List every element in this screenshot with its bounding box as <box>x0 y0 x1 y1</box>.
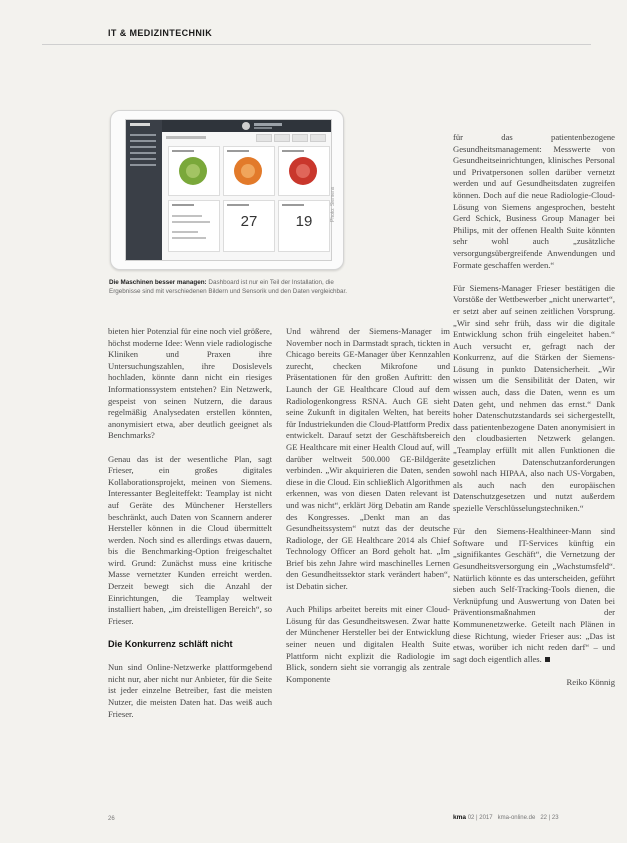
paragraph: Für Siemens-Manager Frieser bestätigen die Vorstöße der Wettbewerber „nicht unerwartet“, er setzt aber auf seinen zeitlichen Vorsprung. „Wir sind sehr früh, dass wir die digitale Entwicklung schon früh eingeleitet haben.“ Auch versucht er, gefragt nach der Konkurrenz, auf die Stärken der Siemens-Lösung in punkto Datensicherheit. „Wir wissen um die Sensibilität der Daten, wir wissen auch, dass die Daten, wenn es um Daten geht, und nehmen das ernst.“ Dank hoher Datenschutzstandards sei sichergestellt, dass patientenbezogene Daten anonymisiert in den cloudbasierten Netzwerk gelangen. „Teamplay erfüllt mit allen Funktionen die gesetzlichen Datenschutzanforderungen sowohl nach HIPAA, also nach US-Vorgaben, als auch nach den europäischen Datenschutzgesetzen und nutzt außerdem spezielle Verschlüsselungstechniken.“ <box>453 282 615 513</box>
caption-body: Dashboard ist nur ein Teil der Installation, die Ergebnisse sind mit verschiedenen Bildern und Sensorik und den Daten vergleichbar. <box>109 279 348 295</box>
header-rule <box>42 44 591 45</box>
dashboard-card <box>223 146 275 196</box>
toolbar-button <box>310 134 326 142</box>
author: Reiko Könnig <box>566 676 615 687</box>
paragraph-text: Für den Siemens-Healthineer-Mann sind Software und IT-Services künftig ein „signifikantes Geschäft“, die Vernetzung der Gesundheitsversorgung ein „Wachstumsfeld“. Natürlich könnte es das unterscheiden, geführt sieben auch Self-Tracking-Tools dienen, die Verknüpfung und Auswertung von Daten bei Präventionsmaßnahmen der Kommunenetzwerke. Geteilt nach Plänen in diese Richtung, wieder Frieser aus: „Das ist etwas, worüber ich nicht reden darf“ – und sagt doch eigentlich alles. <box>453 526 615 664</box>
card-label <box>227 150 249 152</box>
end-mark-icon <box>545 657 550 662</box>
figure-caption <box>109 279 349 296</box>
sidebar-item <box>130 146 156 148</box>
paragraph: für das patientenbezogene Gesundheitsmanagement: Messwerte von Gesundheitseinrichtungen, klinisches Personal und Privatpersonen sollen darüber vernetzt werden und auf Gesundheitsdaten zugreifen können. Doch auf die neue Radiologie-Cloud-Lösung von Siemens angesprochen, besteht Gerd Schick, Business Group Manager bei Philips, mit der offenen Health Suite könnten sehr wohl auch „zusätzliche versorgungsübergreifende Anwendungen und Formate geschaffen werden.“ <box>453 132 615 270</box>
card-text-line <box>172 237 206 239</box>
subheading: Die Konkurrenz schläft nicht <box>108 639 233 650</box>
page-range: 22 | 23 <box>540 815 559 821</box>
card-text-line <box>172 215 202 217</box>
sidebar-item <box>130 152 156 154</box>
dashboard-card <box>168 200 220 252</box>
paragraph: Nun sind Online-Netzwerke plattformgebend nicht nur, aber nicht nur Anbieter, für die Seite ist jeder einzelne Betreiber, fast die meisten Nutzer, die meisten Daten hat. Das weiß auch Frieser. <box>108 662 272 719</box>
paragraph: Und während der Siemens-Manager im November noch in Darmstadt sprach, tickten in Chicago bereits GE-Manager über Kennzahlen zurecht, checken Mikrofone und Präsentationen für den großen Auftritt: den Launch der GE Healthcare Cloud auf dem Radiologenkongress RSNA. Auch GE sieht seine Zukunft in digitalen Welten, hat bereits für Industriekunden die Cloud-Plattform Predix entwickelt. Darauf setzt der Geschäftsbereich GE Healthcare mit einer Health Cloud auf, will darüber weltweit 500.000 GE-Bildgeräte verbinden. „Wir akquirieren die Daten, senden diese in die Cloud. Ein schließlich Algorithmen erkennen, was von diesen Daten relevant ist und was nicht“, erklärt Jörg Debatin am Rande des Kongresses. „Denkt man an das Gesundheitssystem“ nutzt das der deutsche Radiologe, der GE Healthcare 2014 als Chief Technology Officer an Bord geholt hat. „Im Brief bis zehn Jahre wird maschinelles Lernen den Gesundheitssektor stark verändert haben“, ist Debatin sicher. <box>286 326 450 592</box>
paragraph: Auch Philips arbeitet bereits mit einer Cloud-Lösung für das Gesundheitswesen. Zwar hatte der Münchener Hersteller bei der Entwicklung seiner neuen und digitalen Health Suite Plattform nicht explizit die Radiologie im Blick, sondern sieht sie vorrangig als zentrale Komponente <box>286 604 450 684</box>
card-label <box>282 204 304 206</box>
card-value: 19 <box>295 213 313 230</box>
user-role-line <box>254 127 272 129</box>
section-title: IT & MEDIZINTECHNIK <box>108 28 213 38</box>
page-number: 26 <box>108 816 115 822</box>
red-donut-chart <box>289 157 317 185</box>
tablet-photo <box>110 110 344 270</box>
dashboard-card <box>278 146 330 196</box>
caption-lead: Die Maschinen besser managen: <box>109 279 207 286</box>
text-column-2 <box>286 326 450 697</box>
text-column-1 <box>108 326 272 732</box>
toolbar-button <box>256 134 272 142</box>
toolbar-button <box>292 134 308 142</box>
dashboard-card <box>168 146 220 196</box>
sidebar-item <box>130 164 156 166</box>
user-name-line <box>254 123 282 126</box>
sidebar-item <box>130 140 156 142</box>
orange-donut-chart <box>234 157 262 185</box>
card-label <box>227 204 249 206</box>
paragraph: Genau das ist der wesentliche Plan, sagt Frieser, ein großes digitales Kollaborationsprojekt, meinen von Siemens. Interessanter Begleiteffekt: Teamplay ist nicht auf Geräte des Münchener Herstellers beschränkt, auch Daten von Scannern anderer Hersteller können in die Cloud übermittelt werden. Noch sind es allerdings etwas dauern, bis die Benchmarking-Option freigeschaltet wird. Grund: Zunächst muss eine kritische Masse vernetzter Kunden erreicht werden. Derzeit bewegt sich die Anzahl der Einrichtungen, die Teamplay weltweit installiert haben, „im dreistelligen Bereich“, so Frieser. <box>108 453 272 626</box>
card-text-line <box>172 231 198 233</box>
card-text-line <box>172 221 210 223</box>
app-logo <box>130 123 150 126</box>
green-donut-chart <box>179 157 207 185</box>
card-label <box>282 150 304 152</box>
card-label <box>172 204 194 206</box>
paragraph <box>453 526 615 665</box>
website: kma-online.de <box>497 815 536 821</box>
sidebar-item <box>130 134 156 136</box>
app-sidebar <box>126 120 162 260</box>
toolbar-title <box>166 136 206 139</box>
magazine-name: kma <box>453 814 467 821</box>
dashboard-card <box>223 200 275 252</box>
app-topbar <box>162 120 331 132</box>
sidebar-item <box>130 158 156 160</box>
text-column-3 <box>453 132 615 700</box>
paragraph: bieten hier Potenzial für eine noch viel größere, höchst moderne Idee: Wenn viele radiologische Kliniken und Praxen ihre Untersuchungszahlen, ihre Dosislevels hochladen, könnte dann nicht ein riesiges Informationssystem entstehen? Ein Netzwerk, gespeist von seinen Nutzern, die daraus regelmäßig Analysedaten erstellen könnten, anonymisiert etwa, aber deutlich geeignet als Benchmarks? <box>108 326 272 441</box>
card-label <box>172 150 194 152</box>
photo-credit: Photo: Siemens <box>330 186 336 222</box>
dashboard-screen <box>125 119 332 261</box>
avatar <box>242 122 250 130</box>
toolbar-button <box>274 134 290 142</box>
card-value: 27 <box>240 213 258 230</box>
issue: 02 | 2017 <box>467 815 493 821</box>
footer-info <box>453 814 559 821</box>
dashboard-card <box>278 200 330 252</box>
